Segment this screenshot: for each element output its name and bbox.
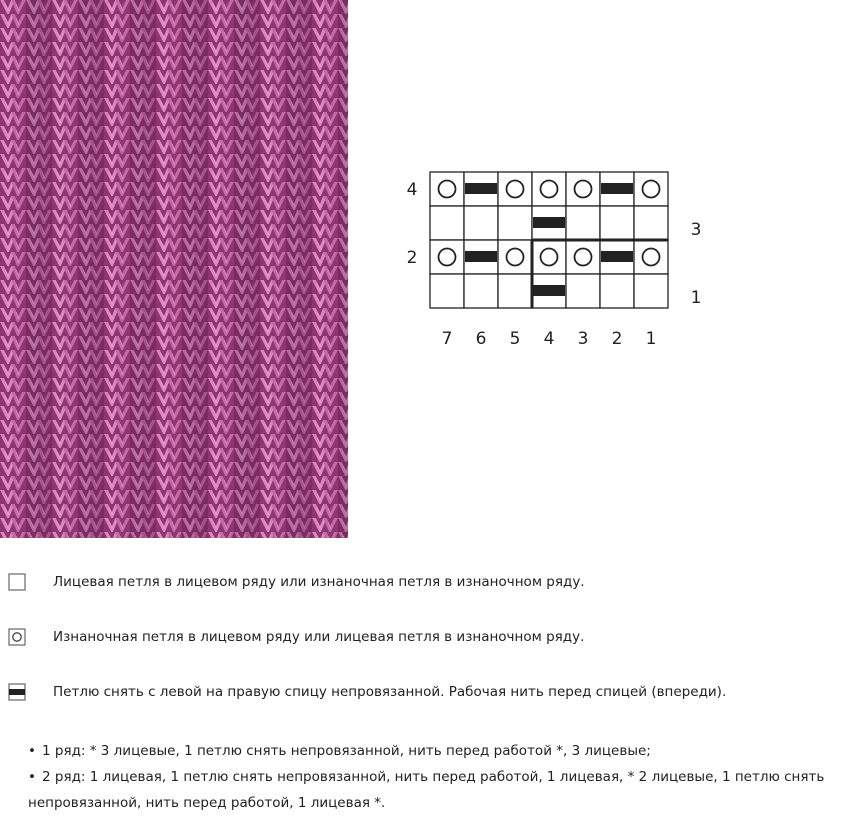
chart-cell-knit bbox=[498, 206, 532, 240]
chart-cell-purl bbox=[566, 240, 600, 274]
row-instructions bbox=[28, 738, 858, 816]
bullet: • bbox=[28, 743, 36, 759]
chart-cell-purl bbox=[498, 172, 532, 206]
legend-text-slip: Петлю снять с левой на правую спицу непровязанной. Рабочая нить перед спицей (впереди). bbox=[53, 684, 727, 700]
column-label: 3 bbox=[577, 329, 589, 349]
chart-cell-knit bbox=[464, 274, 498, 308]
chart-cell-knit bbox=[634, 274, 668, 308]
chart-cell-knit bbox=[498, 274, 532, 308]
column-label: 7 bbox=[441, 329, 453, 349]
column-label: 6 bbox=[475, 329, 487, 349]
chart-cell-slip bbox=[464, 172, 498, 206]
slip-bar-icon bbox=[465, 251, 497, 262]
chart-cell-knit bbox=[566, 274, 600, 308]
chart-cell-knit bbox=[464, 206, 498, 240]
knitted-fabric-photo bbox=[0, 0, 348, 538]
row-label-left: 2 bbox=[406, 248, 418, 268]
legend-text-knit: Лицевая петля в лицевом ряду или изнаночная петля в изнаночном ряду. bbox=[53, 574, 585, 590]
chart-cell-knit bbox=[634, 206, 668, 240]
chart-cell-knit bbox=[566, 206, 600, 240]
instruction-text: 1 ряд: * 3 лицевые, 1 петлю снять непровязанной, нить перед работой *, 3 лицевые; bbox=[42, 743, 651, 759]
legend-text-purl: Изнаночная петля в лицевом ряду или лицевая петля в изнаночном ряду. bbox=[53, 629, 585, 645]
chart-cell-knit bbox=[430, 274, 464, 308]
chart-cell-slip bbox=[532, 274, 566, 308]
chart-cell-purl bbox=[634, 240, 668, 274]
column-label: 2 bbox=[611, 329, 623, 349]
bullet: • bbox=[28, 769, 36, 785]
slip-bar-icon bbox=[465, 183, 497, 194]
chart-cell-slip bbox=[532, 206, 566, 240]
chart-cell-knit bbox=[600, 274, 634, 308]
row-label-right: 3 bbox=[690, 220, 702, 240]
chart-cell-purl bbox=[532, 172, 566, 206]
chart-cell-slip bbox=[600, 240, 634, 274]
slip-bar-icon bbox=[533, 285, 565, 296]
row-label-right: 1 bbox=[690, 288, 702, 308]
slip-bar-icon bbox=[601, 183, 633, 194]
empty-square-icon bbox=[8, 573, 26, 591]
bar-square-icon bbox=[8, 683, 26, 701]
chart-cell-purl bbox=[566, 172, 600, 206]
circle-square-icon bbox=[8, 628, 26, 646]
column-label: 1 bbox=[645, 329, 657, 349]
chart-cell-purl bbox=[430, 172, 464, 206]
chart-cell-purl bbox=[498, 240, 532, 274]
chart-cell-slip bbox=[600, 172, 634, 206]
slip-bar-icon bbox=[533, 217, 565, 228]
column-label: 5 bbox=[509, 329, 521, 349]
chart-cell-knit bbox=[430, 206, 464, 240]
chart-cell-slip bbox=[464, 240, 498, 274]
column-label: 4 bbox=[543, 329, 555, 349]
slip-bar-icon bbox=[601, 251, 633, 262]
instruction-row-1 bbox=[28, 738, 858, 764]
chart-cell-purl bbox=[430, 240, 464, 274]
chart-cell-purl bbox=[634, 172, 668, 206]
chart-cell-knit bbox=[600, 206, 634, 240]
knitting-chart bbox=[390, 160, 720, 360]
instruction-text: 2 ряд: 1 лицевая, 1 петлю снять непровязанной, нить перед работой, 1 лицевая, * 2 лицевые, 1 петлю снять непровязанной, нить перед работой, 1 лицевая *. bbox=[28, 769, 825, 811]
instruction-row-2 bbox=[0, 764, 863, 816]
row-label-left: 4 bbox=[406, 180, 418, 200]
chart-cell-purl bbox=[532, 240, 566, 274]
